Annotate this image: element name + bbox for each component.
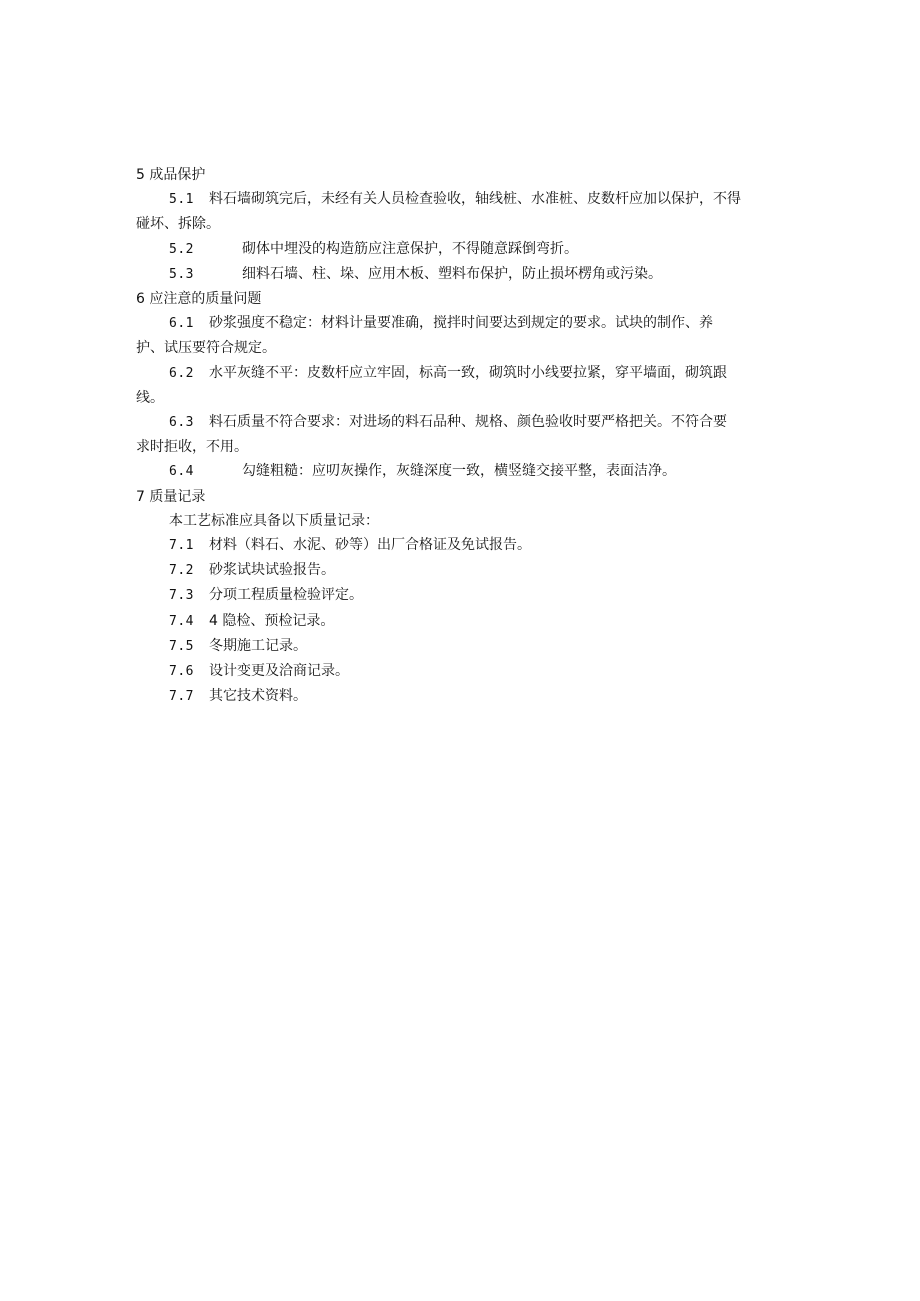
item-number: 6.2 xyxy=(169,365,194,381)
item-number: 6.4 xyxy=(169,464,194,480)
item-number: 6.3 xyxy=(169,415,194,431)
item-number: 5.2 xyxy=(169,241,194,257)
item-text: 砂浆试块试验报告。 xyxy=(209,562,335,579)
record-7-1 xyxy=(136,533,784,558)
item-text: 料石墙砌筑完后，未经有关人员检查验收，轴线桩、水准桩、皮数杆应加以保护，不得 xyxy=(209,191,741,208)
item-text: 细料石墙、柱、垛、应用木板、塑料布保护，防止损坏楞角或污染。 xyxy=(242,265,662,282)
record-7-2 xyxy=(136,558,784,583)
item-6-2-continuation: 线。 xyxy=(136,389,164,406)
item-number: 5.3 xyxy=(169,266,194,282)
item-6-3-continuation: 求时拒收，不用。 xyxy=(136,439,248,456)
item-text: 砂浆强度不稳定：材料计量要准确，搅拌时间要达到规定的要求。试块的制作、养 xyxy=(209,315,713,332)
item-number: 5.1 xyxy=(169,192,194,208)
section-heading-5: 5 成品保护 xyxy=(136,167,206,183)
item-6-2 xyxy=(136,361,784,386)
item-text: 分项工程质量检验评定。 xyxy=(209,587,363,604)
record-7-7 xyxy=(136,684,784,709)
item-text: 其它技术资料。 xyxy=(209,688,307,705)
item-6-1 xyxy=(136,311,784,336)
document-page xyxy=(136,163,784,709)
item-text: 设计变更及洽商记录。 xyxy=(209,663,349,680)
item-number: 7.7 xyxy=(169,689,194,705)
item-number: 6.1 xyxy=(169,316,194,332)
item-6-1-continuation: 护、试压要符合规定。 xyxy=(136,340,276,357)
record-7-6 xyxy=(136,659,784,684)
item-number: 7.3 xyxy=(169,588,194,604)
item-number: 7.5 xyxy=(169,638,194,654)
item-5-2 xyxy=(136,237,784,262)
item-text: 4 隐检、预检记录。 xyxy=(209,612,335,629)
item-number: 7.1 xyxy=(169,538,194,554)
item-5-1 xyxy=(136,187,784,212)
item-text: 材料（料石、水泥、砂等）出厂合格证及免试报告。 xyxy=(209,537,531,554)
item-text: 勾缝粗糙：应叨灰操作，灰缝深度一致，横竖缝交接平整，表面洁净。 xyxy=(242,463,676,480)
record-7-4 xyxy=(136,609,784,634)
item-5-1-continuation: 碰坏、拆除。 xyxy=(136,216,220,233)
item-number: 7.2 xyxy=(169,563,194,579)
record-7-5 xyxy=(136,634,784,659)
item-text: 料石质量不符合要求：对进场的料石品种、规格、颜色验收时要严格把关。不符合要 xyxy=(209,414,727,431)
item-number: 7.6 xyxy=(169,664,194,680)
item-number: 7.4 xyxy=(169,613,194,629)
item-text: 水平灰缝不平：皮数杆应立牢固，标高一致，砌筑时小线要拉紧，穿平墙面，砌筑跟 xyxy=(209,364,727,381)
record-7-3 xyxy=(136,583,784,608)
item-5-3 xyxy=(136,262,784,287)
item-6-3 xyxy=(136,410,784,435)
section-heading-7: 7 质量记录 xyxy=(136,488,206,505)
item-text: 冬期施工记录。 xyxy=(209,637,307,654)
item-text: 砌体中埋没的构造筋应注意保护，不得随意踩倒弯折。 xyxy=(242,240,578,257)
records-intro: 本工艺标准应具备以下质量记录： xyxy=(169,512,379,529)
section-heading-6: 6 应注意的质量问题 xyxy=(136,291,262,308)
item-6-4 xyxy=(136,459,784,484)
